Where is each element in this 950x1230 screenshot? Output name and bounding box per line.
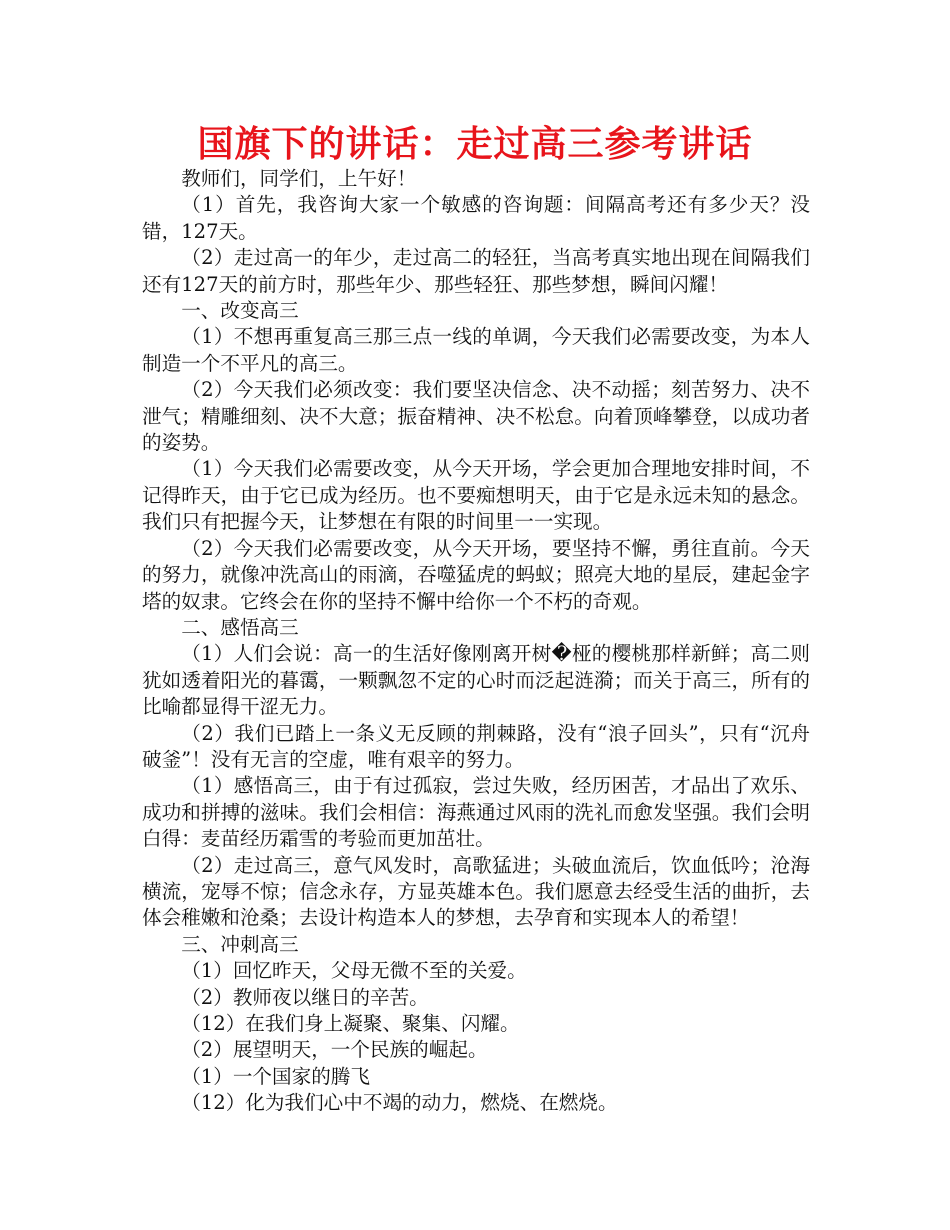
paragraph: （1）人们会说：高一的生活好像刚离开树�桠的樱桃那样新鲜；高二则犹如透着阳光的暮霭，一颗飘忽不定的心时而泛起涟漪；而关于高三，所有的比喻都显得干涩无力。 bbox=[142, 642, 810, 719]
paragraph: （2）走过高一的年少，走过高二的轻狂，当高考真实地出现在间隔我们还有127天的前方时，那些年少、那些轻狂、那些梦想，瞬间闪耀！ bbox=[142, 246, 810, 296]
paragraph: （2）教师夜以继日的辛苦。 bbox=[181, 985, 429, 1009]
paragraph: （2）今天我们必需要改变，从今天开场，要坚持不懈，勇往直前。今天的努力，就像冲洗高山的雨滴，吞噬猛虎的蚂蚁；照亮大地的星辰，建起金字塔的奴隶。它终会在你的坚持不懈中给你一个不朽的奇观。 bbox=[142, 536, 810, 613]
section-heading-1: 一、改变高三 bbox=[181, 299, 299, 323]
paragraph: （1）感悟高三，由于有过孤寂，尝过失败，经历困苦，才品出了欢乐、成功和拼搏的滋味。我们会相信：海燕通过风雨的洗礼而愈发坚强。我们会明白得：麦苗经历霜雪的考验而更加茁壮。 bbox=[142, 774, 810, 851]
section-heading-3: 三、冲刺高三 bbox=[181, 932, 299, 956]
paragraph: （2）展望明天，一个民族的崛起。 bbox=[181, 1038, 488, 1062]
paragraph-greeting: 教师们，同学们，上午好！ bbox=[181, 167, 417, 190]
paragraph: （1）回忆昨天，父母无微不至的关爱。 bbox=[181, 959, 527, 983]
section-heading-2: 二、感悟高三 bbox=[181, 615, 299, 639]
document-title: 国旗下的讲话：走过高三参考讲话 bbox=[197, 124, 753, 165]
document-body bbox=[142, 166, 810, 1117]
paragraph: （1）一个国家的腾飞 bbox=[181, 1064, 370, 1088]
paragraph: （1）首先，我咨询大家一个敏感的咨询题：间隔高考还有多少天？没错，127天。 bbox=[142, 193, 810, 243]
paragraph: （12）在我们身上凝聚、聚集、闪耀。 bbox=[181, 1012, 520, 1035]
paragraph: （2）今天我们必须改变：我们要坚决信念、决不动摇；刻苦努力、决不泄气；精雕细刻、决不大意；振奋精神、决不松怠。向着顶峰攀登，以成功者的姿势。 bbox=[142, 378, 810, 455]
paragraph: （12）化为我们心中不竭的动力，燃烧、在燃烧。 bbox=[181, 1091, 618, 1115]
paragraph: （1）今天我们必需要改变，从今天开场，学会更加合理地安排时间，不记得昨天，由于它已成为经历。也不要痴想明天，由于它是永远未知的悬念。我们只有把握今天，让梦想在有限的时间里一一实现。 bbox=[142, 457, 810, 534]
paragraph: （1）不想再重复高三那三点一线的单调，今天我们必需要改变，为本人制造一个不平凡的高三。 bbox=[142, 325, 810, 375]
paragraph: （2）我们已踏上一条义无反顾的荆棘路，没有“浪子回头”，只有“沉舟破釜”！没有无言的空虚，唯有艰辛的努力。 bbox=[142, 721, 810, 771]
paragraph: （2）走过高三，意气风发时，高歌猛进；头破血流后，饮血低吟；沧海横流，宠辱不惊；信念永存，方显英雄本色。我们愿意去经受生活的曲折，去体会稚嫩和沧桑；去设计构造本人的梦想，去孕育和实现本人的希望！ bbox=[142, 853, 810, 930]
